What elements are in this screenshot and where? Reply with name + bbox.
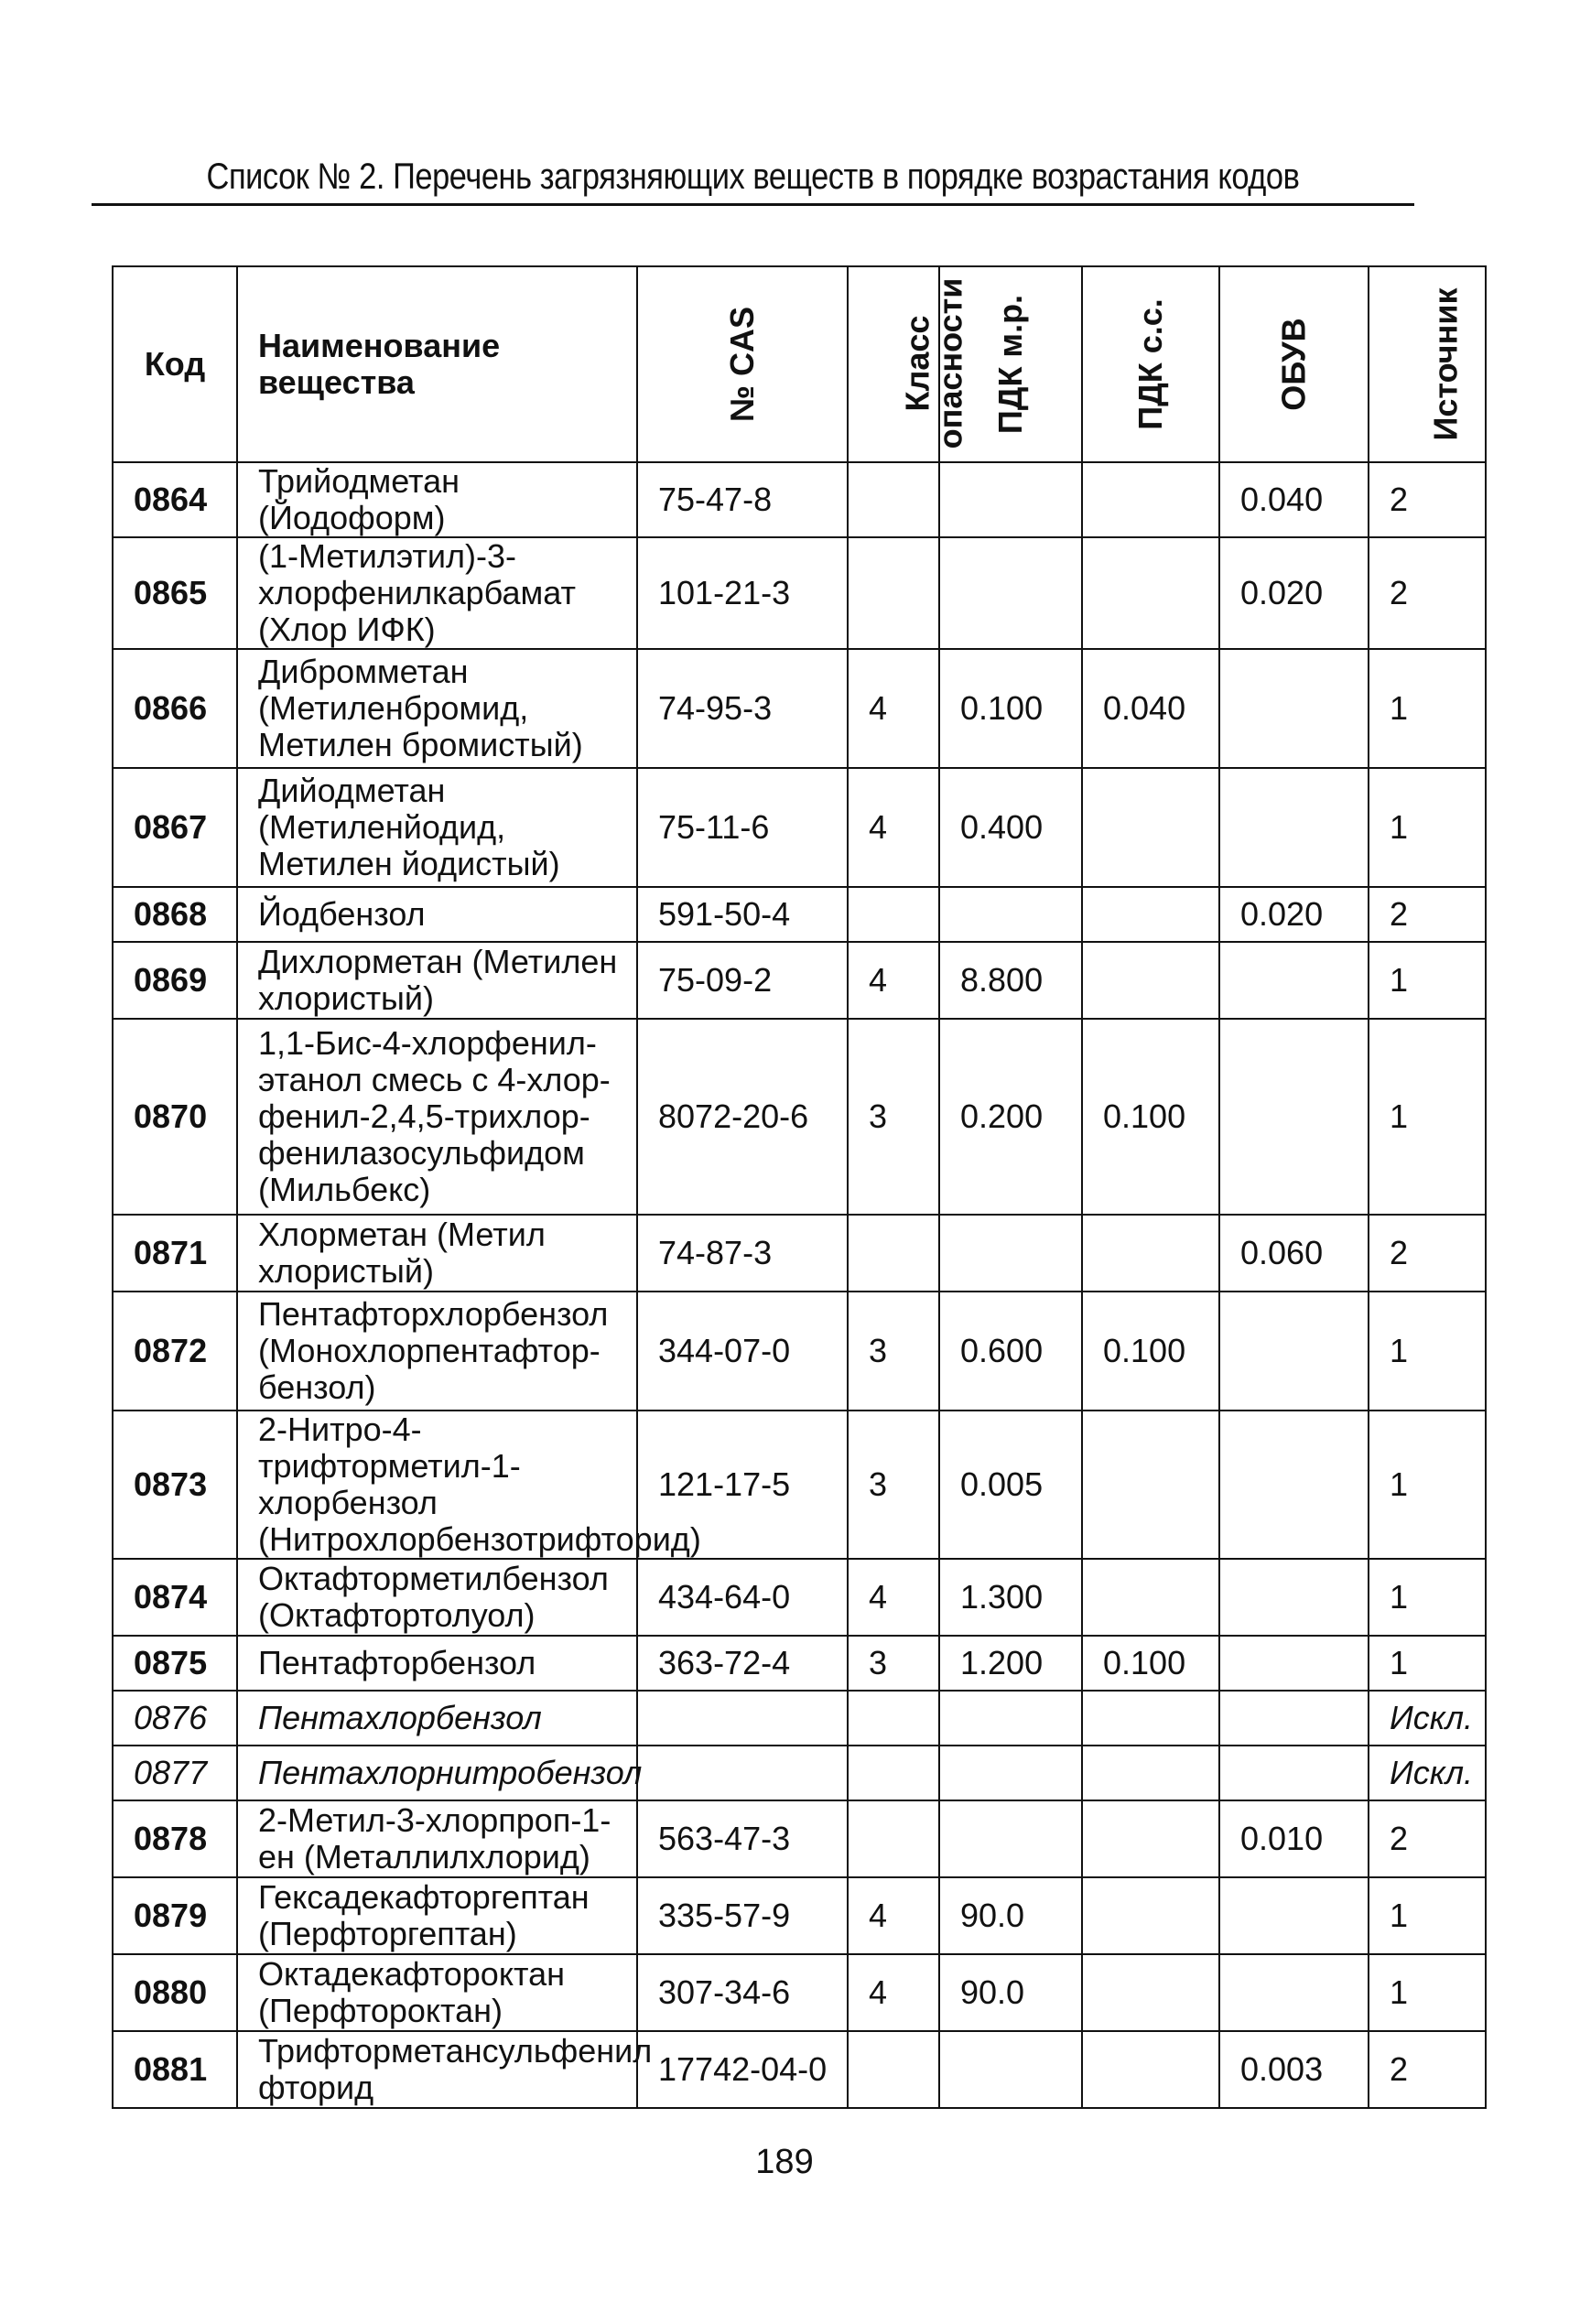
cell-source: 1 [1369,1636,1486,1691]
table-row [113,537,1486,649]
cell-source: 1 [1369,1292,1486,1411]
cell-obuv [1219,1746,1369,1800]
cell-hazard-class [848,537,939,649]
cell-name: 2-Метил-3-хлорпроп-1-ен (Металлилхлорид) [237,1800,637,1877]
cell-code: 0867 [113,768,237,887]
cell-pdk-mr: 90.0 [939,1877,1082,1954]
cell-code: 0868 [113,887,237,942]
cell-pdk-ss [1082,1877,1219,1954]
column-header-hazard-class-line1: Класс [898,315,936,412]
cell-obuv: 0.060 [1219,1215,1369,1292]
table-row [113,1019,1486,1215]
cell-cas: 434-64-0 [637,1559,848,1636]
cell-code: 0874 [113,1559,237,1636]
column-header-pdk-ss [1082,266,1219,462]
cell-pdk-mr [939,1746,1082,1800]
cell-cas: 591-50-4 [637,887,848,942]
cell-pdk-ss [1082,1215,1219,1292]
cell-hazard-class [848,1746,939,1800]
cell-name: Пентафторбензол [237,1636,637,1691]
cell-pdk-mr [939,2031,1082,2108]
cell-cas [637,1691,848,1746]
cell-name: Пентахлорбензол [237,1691,637,1746]
cell-pdk-mr [939,537,1082,649]
cell-hazard-class: 4 [848,768,939,887]
cell-cas: 363-72-4 [637,1636,848,1691]
cell-cas: 74-95-3 [637,649,848,768]
cell-obuv [1219,1559,1369,1636]
cell-pdk-ss [1082,537,1219,649]
cell-code: 0880 [113,1954,237,2031]
table-row [113,1292,1486,1411]
cell-pdk-mr: 1.200 [939,1636,1082,1691]
cell-pdk-ss [1082,462,1219,537]
cell-code: 0875 [113,1636,237,1691]
cell-obuv [1219,1877,1369,1954]
cell-obuv [1219,1636,1369,1691]
cell-cas: 335-57-9 [637,1877,848,1954]
cell-obuv [1219,942,1369,1019]
cell-name: (1-Метилэтил)-3-хлорфенилкарбамат (Хлор ИФК) [237,537,637,649]
cell-pdk-mr: 1.300 [939,1559,1082,1636]
page-title: Список № 2. Перечень загрязняющих веществ в порядке возрастания кодов [206,157,1300,197]
column-header-hazard-class [848,266,969,462]
table-row [113,649,1486,768]
cell-cas: 121-17-5 [637,1411,848,1559]
cell-cas: 75-09-2 [637,942,848,1019]
cell-pdk-ss [1082,1954,1219,2031]
cell-obuv: 0.010 [1219,1800,1369,1877]
cell-pdk-ss [1082,942,1219,1019]
cell-code: 0864 [113,462,237,537]
column-header-cas [637,266,848,462]
cell-obuv [1219,1954,1369,2031]
cell-cas [637,1746,848,1800]
table-row [113,1954,1486,2031]
column-header-pdk-mr-label: ПДК м.р. [991,294,1029,435]
cell-pdk-mr: 0.200 [939,1019,1082,1215]
cell-hazard-class: 4 [848,649,939,768]
column-header-pdk-ss-label: ПДК с.с. [1131,298,1169,430]
cell-pdk-mr: 0.400 [939,768,1082,887]
cell-code: 0865 [113,537,237,649]
cell-code: 0877 [113,1746,237,1800]
cell-pdk-ss [1082,768,1219,887]
cell-name: 1,1-Бис-4-хлорфенил-этанол смесь с 4-хлор-фенил-2,4,5-трихлор-фенилазосульфидом (Мильбекс) [237,1019,637,1215]
cell-obuv [1219,649,1369,768]
cell-pdk-ss [1082,1411,1219,1559]
table-row [113,462,1486,537]
cell-name: Трийодметан (Йодоформ) [237,462,637,537]
table-row [113,2031,1486,2108]
cell-name: Йодбензол [237,887,637,942]
column-header-obuv [1219,266,1369,462]
cell-obuv [1219,1292,1369,1411]
cell-code: 0873 [113,1411,237,1559]
cell-obuv [1219,1019,1369,1215]
cell-hazard-class [848,2031,939,2108]
cell-name: 2-Нитро-4-трифторметил-1-хлорбензол (Нитрохлорбензотрифторид) [237,1411,637,1559]
table-row [113,887,1486,942]
cell-source: 2 [1369,537,1486,649]
cell-code: 0872 [113,1292,237,1411]
cell-hazard-class: 3 [848,1019,939,1215]
cell-pdk-ss: 0.040 [1082,649,1219,768]
table-row [113,1215,1486,1292]
cell-source: 1 [1369,942,1486,1019]
cell-source: 1 [1369,1019,1486,1215]
cell-obuv [1219,768,1369,887]
cell-hazard-class [848,1800,939,1877]
cell-pdk-ss [1082,1559,1219,1636]
cell-source: 1 [1369,1954,1486,2031]
cell-obuv [1219,1691,1369,1746]
cell-obuv: 0.003 [1219,2031,1369,2108]
cell-pdk-ss [1082,1691,1219,1746]
cell-pdk-mr [939,1800,1082,1877]
cell-hazard-class [848,887,939,942]
cell-code: 0871 [113,1215,237,1292]
cell-hazard-class: 4 [848,1877,939,1954]
cell-cas: 101-21-3 [637,537,848,649]
cell-pdk-ss: 0.100 [1082,1292,1219,1411]
cell-name: Пентафторхлорбензол (Монохлорпентафтор-бензол) [237,1292,637,1411]
cell-hazard-class [848,1215,939,1292]
cell-pdk-mr: 0.600 [939,1292,1082,1411]
cell-cas: 75-47-8 [637,462,848,537]
cell-name: Трифторметансульфенил фторид [237,2031,637,2108]
cell-hazard-class [848,462,939,537]
column-header-obuv-label: ОБУВ [1274,318,1313,411]
cell-hazard-class: 4 [848,1954,939,2031]
table-row [113,942,1486,1019]
cell-obuv [1219,1411,1369,1559]
table-row [113,1411,1486,1559]
table-row [113,768,1486,887]
cell-pdk-mr: 8.800 [939,942,1082,1019]
cell-name: Хлорметан (Метил хлористый) [237,1215,637,1292]
cell-source: 2 [1369,887,1486,942]
cell-name: Гексадекафторгептан (Перфторгептан) [237,1877,637,1954]
table-row [113,1877,1486,1954]
cell-source: Искл. [1369,1691,1486,1746]
cell-code: 0866 [113,649,237,768]
page-number: 189 [755,2143,814,2181]
column-header-code: Код [113,266,237,462]
cell-pdk-mr [939,887,1082,942]
cell-name: Пентахлорнитробензол [237,1746,637,1800]
cell-hazard-class: 4 [848,942,939,1019]
cell-source: 1 [1369,1559,1486,1636]
table-body [113,462,1486,2108]
cell-cas: 8072-20-6 [637,1019,848,1215]
cell-pdk-mr [939,462,1082,537]
cell-pdk-mr: 90.0 [939,1954,1082,2031]
cell-obuv: 0.020 [1219,537,1369,649]
cell-pdk-mr [939,1691,1082,1746]
cell-source: 1 [1369,1411,1486,1559]
cell-code: 0881 [113,2031,237,2108]
header-divider [92,203,1414,206]
cell-hazard-class: 3 [848,1411,939,1559]
cell-source: 1 [1369,768,1486,887]
cell-source: 1 [1369,1877,1486,1954]
cell-pdk-ss: 0.100 [1082,1636,1219,1691]
cell-pdk-ss [1082,1746,1219,1800]
cell-name: Октафторметилбензол (Октафтортолуол) [237,1559,637,1636]
table-row [113,1691,1486,1746]
cell-pdk-ss: 0.100 [1082,1019,1219,1215]
cell-hazard-class: 3 [848,1292,939,1411]
cell-cas: 75-11-6 [637,768,848,887]
table-row [113,1800,1486,1877]
column-header-source-label: Источник [1426,287,1465,441]
cell-pdk-ss [1082,1800,1219,1877]
cell-code: 0869 [113,942,237,1019]
cell-source: 2 [1369,462,1486,537]
cell-cas: 74-87-3 [637,1215,848,1292]
cell-code: 0879 [113,1877,237,1954]
cell-name: Дихлорметан (Метилен хлористый) [237,942,637,1019]
table-row [113,1636,1486,1691]
cell-source: 2 [1369,1800,1486,1877]
column-header-cas-label: № CAS [722,306,761,423]
column-header-hazard-class-line2: опасности [931,277,969,449]
table-row [113,1746,1486,1800]
cell-cas: 17742-04-0 [637,2031,848,2108]
cell-pdk-mr: 0.100 [939,649,1082,768]
cell-pdk-mr [939,1215,1082,1292]
cell-cas: 563-47-3 [637,1800,848,1877]
cell-hazard-class: 3 [848,1636,939,1691]
cell-name: Дибромметан (Метиленбромид, Метилен бромистый) [237,649,637,768]
cell-source: 1 [1369,649,1486,768]
cell-name: Октадекафтороктан (Перфтороктан) [237,1954,637,2031]
column-header-hazard-class-label [898,277,969,449]
cell-cas: 344-07-0 [637,1292,848,1411]
cell-pdk-mr: 0.005 [939,1411,1082,1559]
column-header-name: Наименование вещества [237,266,637,462]
cell-hazard-class [848,1691,939,1746]
cell-code: 0878 [113,1800,237,1877]
cell-source: 2 [1369,2031,1486,2108]
cell-obuv: 0.020 [1219,887,1369,942]
cell-obuv: 0.040 [1219,462,1369,537]
cell-hazard-class: 4 [848,1559,939,1636]
cell-cas: 307-34-6 [637,1954,848,2031]
table-header-row [113,266,1486,462]
cell-name: Дийодметан (Метиленйодид, Метилен йодистый) [237,768,637,887]
cell-source: 2 [1369,1215,1486,1292]
cell-pdk-ss [1082,887,1219,942]
table-row [113,1559,1486,1636]
cell-code: 0876 [113,1691,237,1746]
cell-source: Искл. [1369,1746,1486,1800]
cell-code: 0870 [113,1019,237,1215]
substances-table [112,265,1487,2109]
column-header-source [1369,266,1486,462]
cell-pdk-ss [1082,2031,1219,2108]
